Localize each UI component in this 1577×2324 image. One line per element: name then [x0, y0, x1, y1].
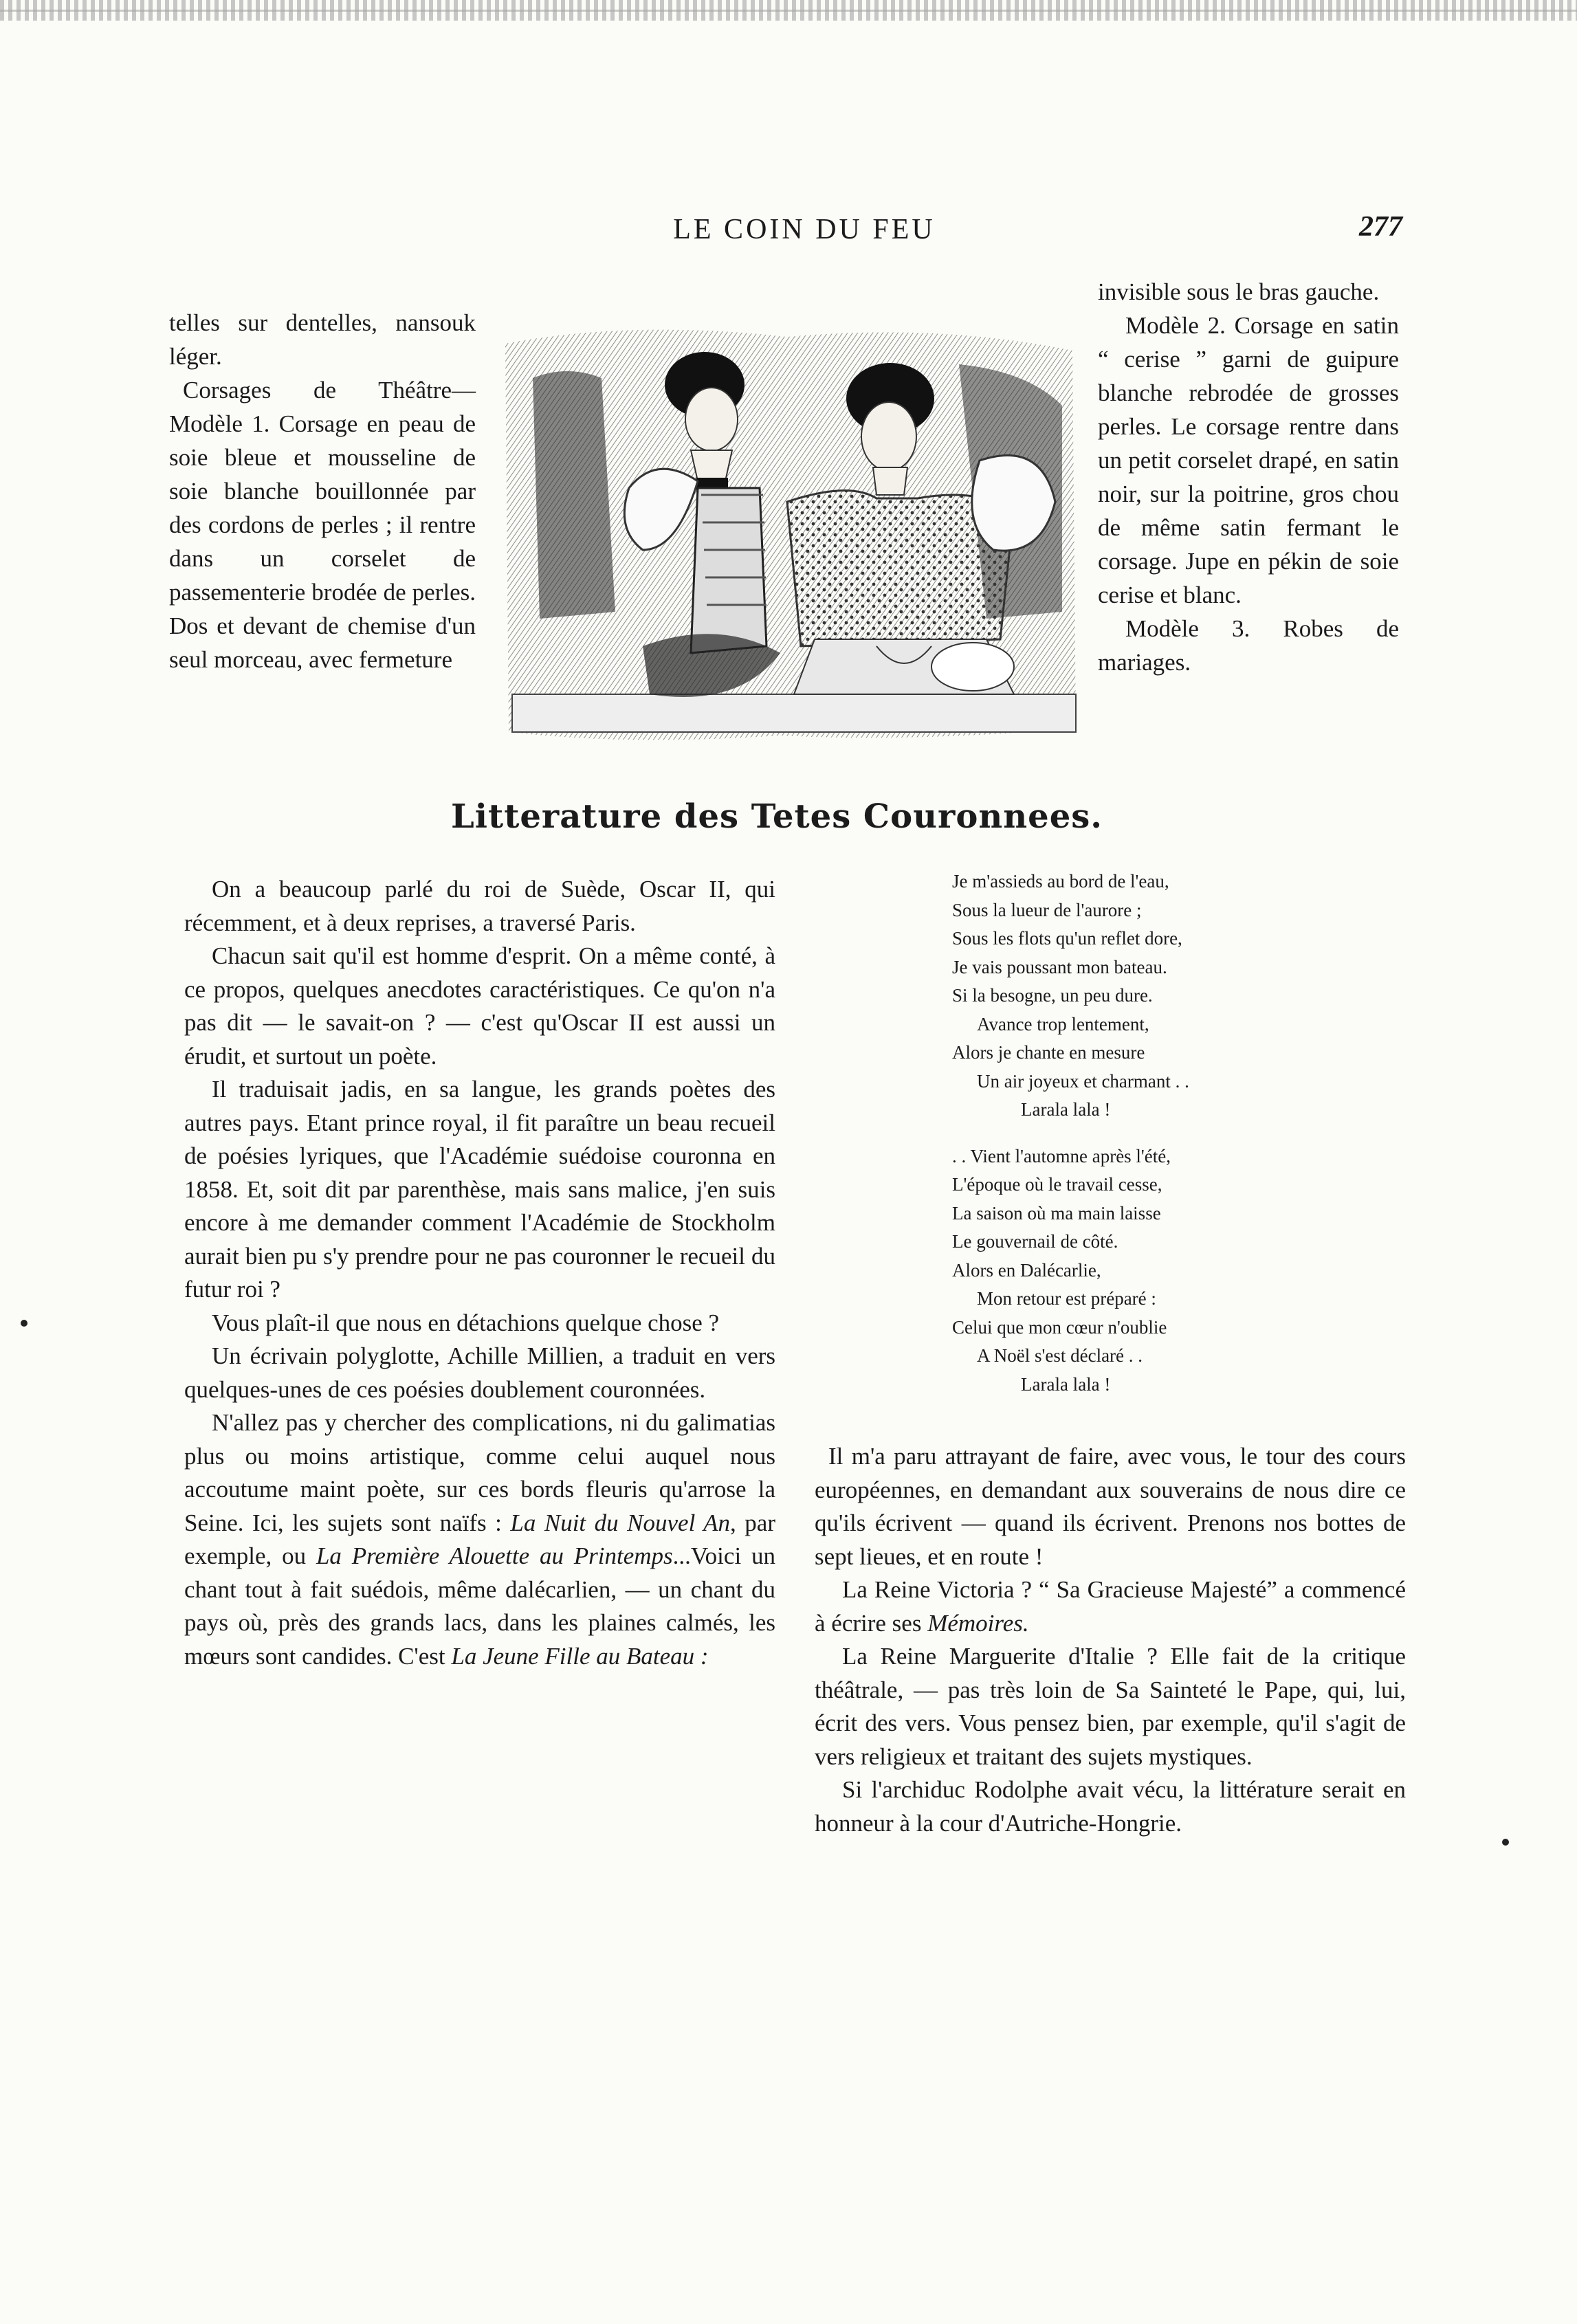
paragraph: telles sur dentelles, nansouk léger.	[169, 309, 476, 370]
poem-line: Un air joyeux et charmant . .	[977, 1070, 1189, 1092]
paragraph: Il traduisait jadis, en sa langue, les grands poètes des autres pays. Etant prince royal, il fit paraître un beau recueil de poésies lyriques, que l'Académie suédoise couronna en 1858. Et, soit dit par parenthèse, mais sans malice, j'en suis encore à me demander comment l'Académie de Stockholm aurait bien pu s'y prendre pour ne pas couronner le recueil du futur roi ?	[184, 1076, 775, 1303]
paragraph: On a beaucoup parlé du roi de Suède, Oscar II, qui récemment, et à deux reprises, a traversé Paris.	[184, 876, 775, 936]
paragraph	[184, 1406, 775, 1673]
left-top-column	[169, 306, 476, 676]
poem-line: Alors en Dalécarlie,	[952, 1259, 1101, 1281]
paragraph: Il m'a paru attrayant de faire, avec vous, le tour des cours européennes, en demandant aux souverains de nous dire ce qu'ils écrivent — quand ils écrivent. Prenons nos bottes de sept lieues, et en route !	[815, 1443, 1406, 1570]
poem-line: Alors je chante en mesure	[952, 1042, 1145, 1063]
article-left-column	[184, 873, 775, 1673]
paragraph: Si l'archiduc Rodolphe avait vécu, la littérature serait en honneur à la cour d'Autriche-Hongrie.	[815, 1776, 1406, 1837]
italic-title: La Nuit du Nouvel An	[510, 1509, 731, 1536]
text-run: , par exemple, ou	[184, 1509, 775, 1569]
margin-speck	[1502, 1839, 1509, 1846]
page-number: 277	[1359, 211, 1402, 243]
poem-refrain: Larala lala !	[1021, 1373, 1111, 1395]
poem-line: Avance trop lentement,	[977, 1013, 1149, 1034]
text-run: La Reine Victoria ? “ Sa Gracieuse Majesté” a commencé à écrire ses	[815, 1576, 1406, 1637]
paragraph: Corsages de Théâtre—Modèle 1. Corsage en peau de soie bleue et mousseline de soie blanche bouillonnée par des cordons de perles ; il rentre dans un corselet de passementerie brodée de perles. Dos et devant de chemise d'un seul morceau, avec fermeture	[169, 377, 476, 673]
paragraph: La Reine Marguerite d'Italie ? Elle fait de la critique théâtrale, — pas très loin de Sa Sainteté le Pape, qui, lui, écrit des vers. Vous pensez bien, par exemple, qu'il s'agit de vers religieux et traitant des sujets mystiques.	[815, 1643, 1406, 1770]
fashion-illustration	[492, 323, 1086, 756]
poem-line: La saison où ma main laisse	[952, 1202, 1161, 1224]
poem-line: . . Vient l'automne après l'été,	[952, 1145, 1171, 1166]
poem-line: Sous la lueur de l'aurore ;	[952, 899, 1142, 920]
poem-line: Si la besogne, un peu dure.	[952, 985, 1153, 1006]
text-run: N'allez pas y chercher des complications, ni du galimatias plus ou moins artistique, comme celui auquel nous accoutume maint poète, sur ces bords fleuris qu'arrose la Seine. Ici, les sujets sont naïfs :	[184, 1409, 775, 1536]
poem-line: Sous les flots qu'un reflet dore,	[952, 928, 1182, 949]
poem-line: Je m'assieds au bord de l'eau,	[952, 871, 1169, 892]
poem-refrain: Larala lala !	[1021, 1099, 1111, 1120]
poem-line: A Noël s'est déclaré . .	[977, 1345, 1143, 1366]
poem	[952, 867, 1282, 1399]
right-top-column	[1098, 275, 1399, 679]
italic-title: La Jeune Fille au Bateau :	[451, 1642, 709, 1670]
italic-title: Mémoires.	[927, 1609, 1029, 1637]
running-header: LE COIN DU FEU	[673, 214, 936, 245]
text-run: ...Voici un chant tout à fait suédois, même dalécarlien, — un chant du pays où, près des grands lacs, dans les plaines calmés, les mœurs sont candides. C'est	[184, 1542, 775, 1670]
poem-line: Je vais poussant mon bateau.	[952, 956, 1167, 977]
article-right-column	[815, 1440, 1406, 1840]
paragraph	[815, 1573, 1406, 1640]
margin-speck	[21, 1320, 27, 1327]
top-edge-rule	[0, 0, 1577, 21]
paragraph: Vous plaît-il que nous en détachions quelque chose ?	[212, 1309, 720, 1336]
poem-line: Celui que mon cœur n'oublie	[952, 1316, 1167, 1338]
paragraph: invisible sous le bras gauche.	[1098, 278, 1380, 305]
paragraph: Modèle 3. Robes de mariages.	[1098, 615, 1399, 676]
poem-line: Mon retour est préparé :	[977, 1288, 1156, 1309]
italic-title: La Première Alouette au Printemps	[316, 1542, 673, 1569]
stanza-gap	[952, 1125, 1282, 1142]
paragraph: Modèle 2. Corsage en satin “ cerise ” garni de guipure blanche rebrodée de grosses perles. Le corsage rentre dans un petit corselet drapé, en satin noir, sur la poitrine, gros chou de même satin fermant le corsage. Jupe en pékin de soie cerise et blanc.	[1098, 312, 1399, 608]
paragraph: Chacun sait qu'il est homme d'esprit. On a même conté, à ce propos, quelques anecdotes caractéristiques. Ce qu'on n'a pas dit — le savait-on ? — c'est qu'Oscar II est aussi un érudit, et surtout un poète.	[184, 942, 775, 1070]
poem-line: L'époque où le travail cesse,	[952, 1174, 1162, 1195]
poem-line: Le gouvernail de côté.	[952, 1231, 1118, 1252]
article-title: Litterature des Tetes Couronnees.	[451, 797, 1103, 836]
paragraph: Un écrivain polyglotte, Achille Millien, a traduit en vers quelques-unes de ces poésies doublement couronnées.	[184, 1342, 775, 1403]
